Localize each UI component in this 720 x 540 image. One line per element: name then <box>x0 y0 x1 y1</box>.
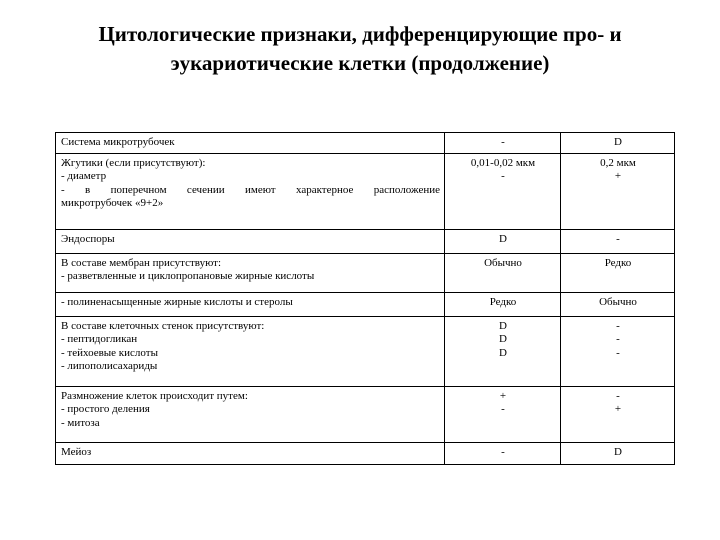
prokaryote-value: + <box>499 390 507 402</box>
prokaryote-cell <box>445 317 561 387</box>
table-row <box>56 387 675 443</box>
eukaryote-cell <box>561 154 675 230</box>
feature-cell <box>56 293 445 317</box>
feature-cell <box>56 317 445 387</box>
feature-text: Мейоз <box>61 446 92 458</box>
eukaryote-value: - <box>616 390 620 402</box>
feature-text: микротрубочек «9+2» <box>61 197 164 210</box>
prokaryote-value: D <box>499 233 507 245</box>
feature-cell <box>56 230 445 254</box>
table-row <box>56 133 675 154</box>
feature-text: - простого деления <box>61 403 150 416</box>
feature-text: В составе мембран присутствуют: <box>61 257 222 269</box>
table-row <box>56 317 675 387</box>
eukaryote-cell <box>561 254 675 293</box>
table-row <box>56 154 675 230</box>
feature-text: - разветвленные и циклопропановые жирные кислоты <box>61 270 315 283</box>
feature-cell <box>56 387 445 443</box>
eukaryote-cell <box>561 133 675 154</box>
feature-cell <box>56 443 445 465</box>
prokaryote-value: 0,01-0,02 мкм <box>470 157 536 169</box>
prokaryote-cell <box>445 254 561 293</box>
prokaryote-value: - <box>501 136 505 148</box>
title-line-2: эукариотические клетки (продолжение) <box>170 51 550 75</box>
eukaryote-cell <box>561 317 675 387</box>
prokaryote-cell <box>445 443 561 465</box>
prokaryote-cell <box>445 133 561 154</box>
eukaryote-value: Редко <box>604 257 632 269</box>
prokaryote-value: Редко <box>489 296 517 308</box>
table-row <box>56 293 675 317</box>
prokaryote-value: - <box>501 446 505 458</box>
prokaryote-value: - <box>501 170 505 183</box>
title-line-1: Цитологические признаки, дифференцирующие про- и <box>98 22 622 46</box>
feature-text: Жгутики (если присутствуют): <box>61 157 206 169</box>
eukaryote-value: - <box>616 333 620 346</box>
feature-text: В составе клеточных стенок присутствуют: <box>61 320 265 332</box>
feature-text: Система микротрубочек <box>61 136 175 148</box>
feature-text: - митоза <box>61 416 100 429</box>
feature-text: - в поперечном сечении имеют характерное расположение <box>61 183 440 196</box>
feature-text: Эндоспоры <box>61 233 115 245</box>
eukaryote-cell <box>561 387 675 443</box>
feature-text: - пептидогликан <box>61 333 138 346</box>
prokaryote-cell <box>445 387 561 443</box>
feature-text: - липополисахариды <box>61 360 158 373</box>
feature-text: Размножение клеток происходит путем: <box>61 390 248 402</box>
eukaryote-value: 0,2 мкм <box>600 157 636 169</box>
prokaryote-value: D <box>499 333 507 346</box>
feature-text: - диаметр <box>61 170 107 183</box>
eukaryote-value: - <box>616 233 620 245</box>
eukaryote-value: D <box>614 136 622 148</box>
eukaryote-value: D <box>614 446 622 458</box>
eukaryote-cell <box>561 230 675 254</box>
table-row <box>56 443 675 465</box>
feature-text: - полиненасыщенные жирные кислоты и стеролы <box>61 296 293 308</box>
eukaryote-value: + <box>614 403 622 416</box>
feature-text: - тейхоевые кислоты <box>61 346 158 359</box>
prokaryote-cell <box>445 293 561 317</box>
table-row <box>56 230 675 254</box>
prokaryote-value: Обычно <box>484 257 522 269</box>
eukaryote-value: - <box>616 320 620 332</box>
eukaryote-cell <box>561 443 675 465</box>
eukaryote-value: Обычно <box>599 296 637 308</box>
prokaryote-value: D <box>499 320 507 332</box>
prokaryote-cell <box>445 230 561 254</box>
eukaryote-value: + <box>614 170 622 183</box>
comparison-table <box>55 132 675 465</box>
feature-cell <box>56 154 445 230</box>
feature-cell <box>56 254 445 293</box>
feature-cell <box>56 133 445 154</box>
page-title <box>40 20 680 78</box>
eukaryote-value: - <box>616 346 620 359</box>
table-row <box>56 254 675 293</box>
prokaryote-cell <box>445 154 561 230</box>
prokaryote-value: D <box>499 346 507 359</box>
prokaryote-value: - <box>501 403 505 416</box>
eukaryote-cell <box>561 293 675 317</box>
